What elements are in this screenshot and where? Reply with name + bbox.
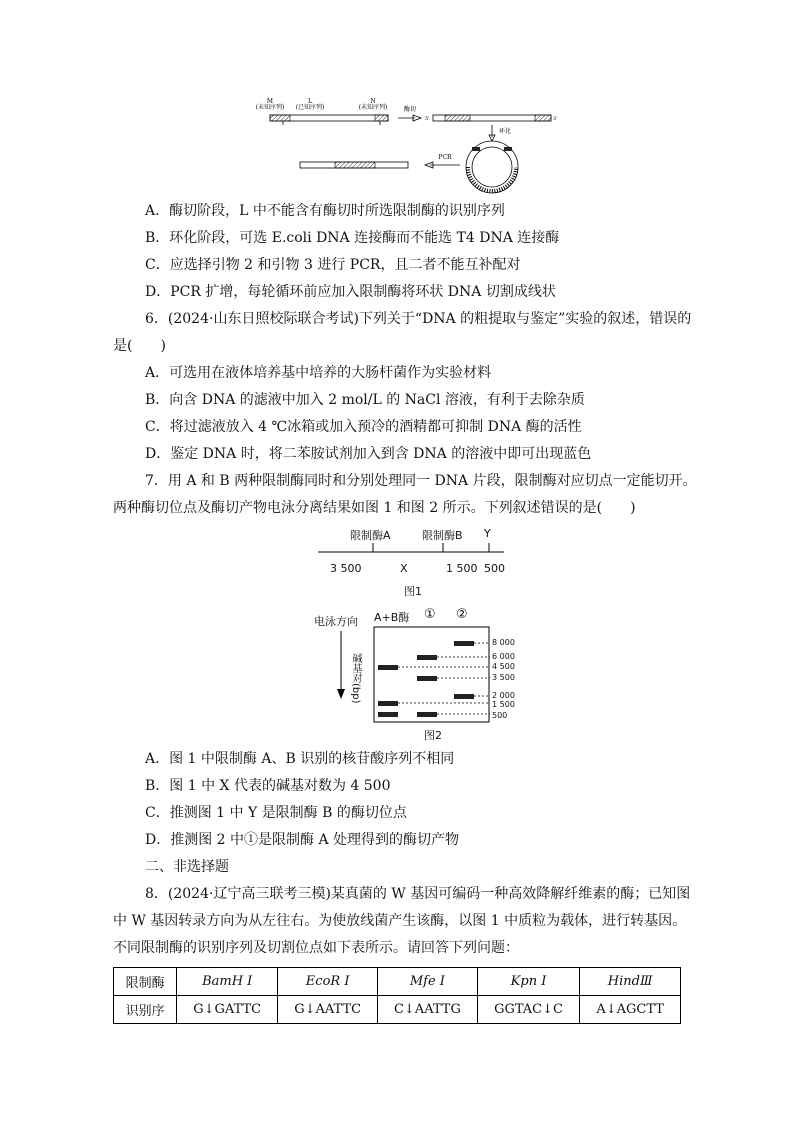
fig1-seg1: 3 500 <box>330 562 362 575</box>
q8-line3: 不同限制酶的识别序列及切割位点如下表所示。请回答下列问题： <box>113 940 519 956</box>
marker-1500: 1 500 <box>492 700 515 709</box>
q6-option-c: C．将过滤液放入 4 ℃冰箱或加入预冷的酒精都可抑制 DNA 酶的活性 <box>145 419 582 435</box>
table-cell: C↓AATTG <box>378 996 478 1024</box>
table-cell: BamH Ⅰ <box>177 968 278 996</box>
fig1-seg4: 500 <box>484 562 505 575</box>
band <box>417 712 437 717</box>
fig1-y: Y <box>484 527 491 540</box>
table-cell: A↓AGCTT <box>580 996 681 1024</box>
table-cell: Kpn Ⅰ <box>477 968 579 996</box>
table-cell: Mfe Ⅰ <box>378 968 478 996</box>
q7-option-b: B．图 1 中 X 代表的碱基对数为 4 500 <box>145 778 391 794</box>
marker-8000: 8 000 <box>492 638 515 647</box>
marker-6000: 6 000 <box>492 652 515 661</box>
svg-text:3': 3' <box>553 116 558 122</box>
svg-text:(未知序列): (未知序列) <box>358 104 388 111</box>
fig2-y-axis: 碱基对(bp) <box>350 653 361 704</box>
fig2-col-ab: A+B酶 <box>374 611 410 624</box>
q8-line1: 8．(2024·辽宁高三联考三模)某真菌的 W 基因可编码一种高效降解纤维素的酶；已知图 <box>145 886 691 902</box>
direction-arrow-icon <box>336 631 346 701</box>
enzyme-table <box>113 967 681 1024</box>
svg-text:(已知序列): (已知序列) <box>295 104 325 111</box>
q6-option-b: B．向含 DNA 的滤液中加入 2 mol/L 的 NaCl 溶液，有利于去除杂质 <box>145 392 585 408</box>
band <box>417 655 437 660</box>
band <box>378 665 398 670</box>
inverse-pcr-figure <box>255 95 565 195</box>
section-heading: 二、非选择题 <box>145 859 229 875</box>
svg-text:(未知序列): (未知序列) <box>255 104 285 111</box>
q5-option-c: C．应选择引物 2 和引物 3 进行 PCR，且二者不能互补配对 <box>145 257 521 273</box>
fig2-direction: 电泳方向 <box>314 615 358 628</box>
fig2-col-1: ① <box>424 607 436 622</box>
marker-4500: 4 500 <box>492 662 515 671</box>
svg-text:酶切: 酶切 <box>403 106 417 113</box>
q7-stem-line2: 两种酶切位点及酶切产物电泳分离结果如图 1 和图 2 所示。下列叙述错误的是( ) <box>113 500 636 516</box>
q5-option-d: D．PCR 扩增，每轮循环前应加入限制酶将环状 DNA 切割成线状 <box>145 284 556 300</box>
table-header-row <box>114 968 681 996</box>
table-cell: GGTAC↓C <box>477 996 579 1024</box>
table-cell: HindⅢ <box>580 968 681 996</box>
q5-option-b: B．环化阶段，可选 E.coli DNA 连接酶而不能选 T4 DNA 连接酶 <box>145 230 560 246</box>
band <box>454 641 474 646</box>
table-cell: 识别序 <box>114 996 177 1024</box>
q6-option-d: D．鉴定 DNA 时，将二苯胺试剂加入到含 DNA 的溶液中即可出现蓝色 <box>145 446 592 462</box>
fig1-caption: 图1 <box>404 585 422 598</box>
figure-2 <box>314 605 524 740</box>
band <box>417 676 437 681</box>
svg-text:5': 5' <box>425 116 430 122</box>
q7-option-d: D．推测图 2 中①是限制酶 A 处理得到的酶切产物 <box>145 832 460 848</box>
table-cell: EcoR Ⅰ <box>278 968 378 996</box>
fig1-enzyme-b: 限制酶B <box>422 529 463 542</box>
band <box>454 694 474 699</box>
band <box>378 712 398 717</box>
band <box>378 701 398 706</box>
q6-stem-line2: 是( ) <box>113 338 166 354</box>
q7-stem-line1: 7．用 A 和 B 两种限制酶同时和分别处理同一 DNA 片段，限制酶对应切点一定能切开。 <box>145 473 697 489</box>
q7-option-c: C．推测图 1 中 Y 是限制酶 B 的酶切位点 <box>145 805 407 821</box>
q7-option-a: A．图 1 中限制酶 A、B 识别的核苷酸序列不相同 <box>145 751 455 767</box>
q5-option-a: A．酶切阶段，L 中不能含有酶切时所选限制酶的识别序列 <box>145 203 505 219</box>
label-l: L <box>308 98 312 105</box>
table-cell: G↓GATTC <box>177 996 278 1024</box>
fig1-enzyme-a: 限制酶A <box>350 529 391 542</box>
label-n: N <box>370 98 376 105</box>
q6-option-a: A．可选用在液体培养基中培养的大肠杆菌作为实验材料 <box>145 365 492 381</box>
table-cell: 限制酶 <box>114 968 177 996</box>
q6-stem-line1: 6．(2024·山东日照校际联合考试)下列关于“DNA 的粗提取与鉴定”实验的叙述，错误的 <box>145 311 692 327</box>
label-m: M <box>266 98 274 105</box>
figure-1 <box>318 525 506 600</box>
table-row <box>114 996 681 1024</box>
svg-text:环化: 环化 <box>499 128 512 135</box>
marker-500: 500 <box>492 711 508 720</box>
svg-text:PCR: PCR <box>438 154 452 161</box>
marker-2000: 2 000 <box>492 691 515 700</box>
fig2-col-2: ② <box>456 607 468 622</box>
q8-line2: 中 W 基因转录方向为从左往右。为使放线菌产生该酶，以图 1 中质粒为载体，进行转基因。 <box>113 913 687 929</box>
fig2-caption: 图2 <box>424 729 442 742</box>
fig1-seg2: X <box>400 562 408 575</box>
marker-3500: 3 500 <box>492 673 515 682</box>
fig1-seg3: 1 500 <box>446 562 478 575</box>
table-cell: G↓AATTC <box>278 996 378 1024</box>
